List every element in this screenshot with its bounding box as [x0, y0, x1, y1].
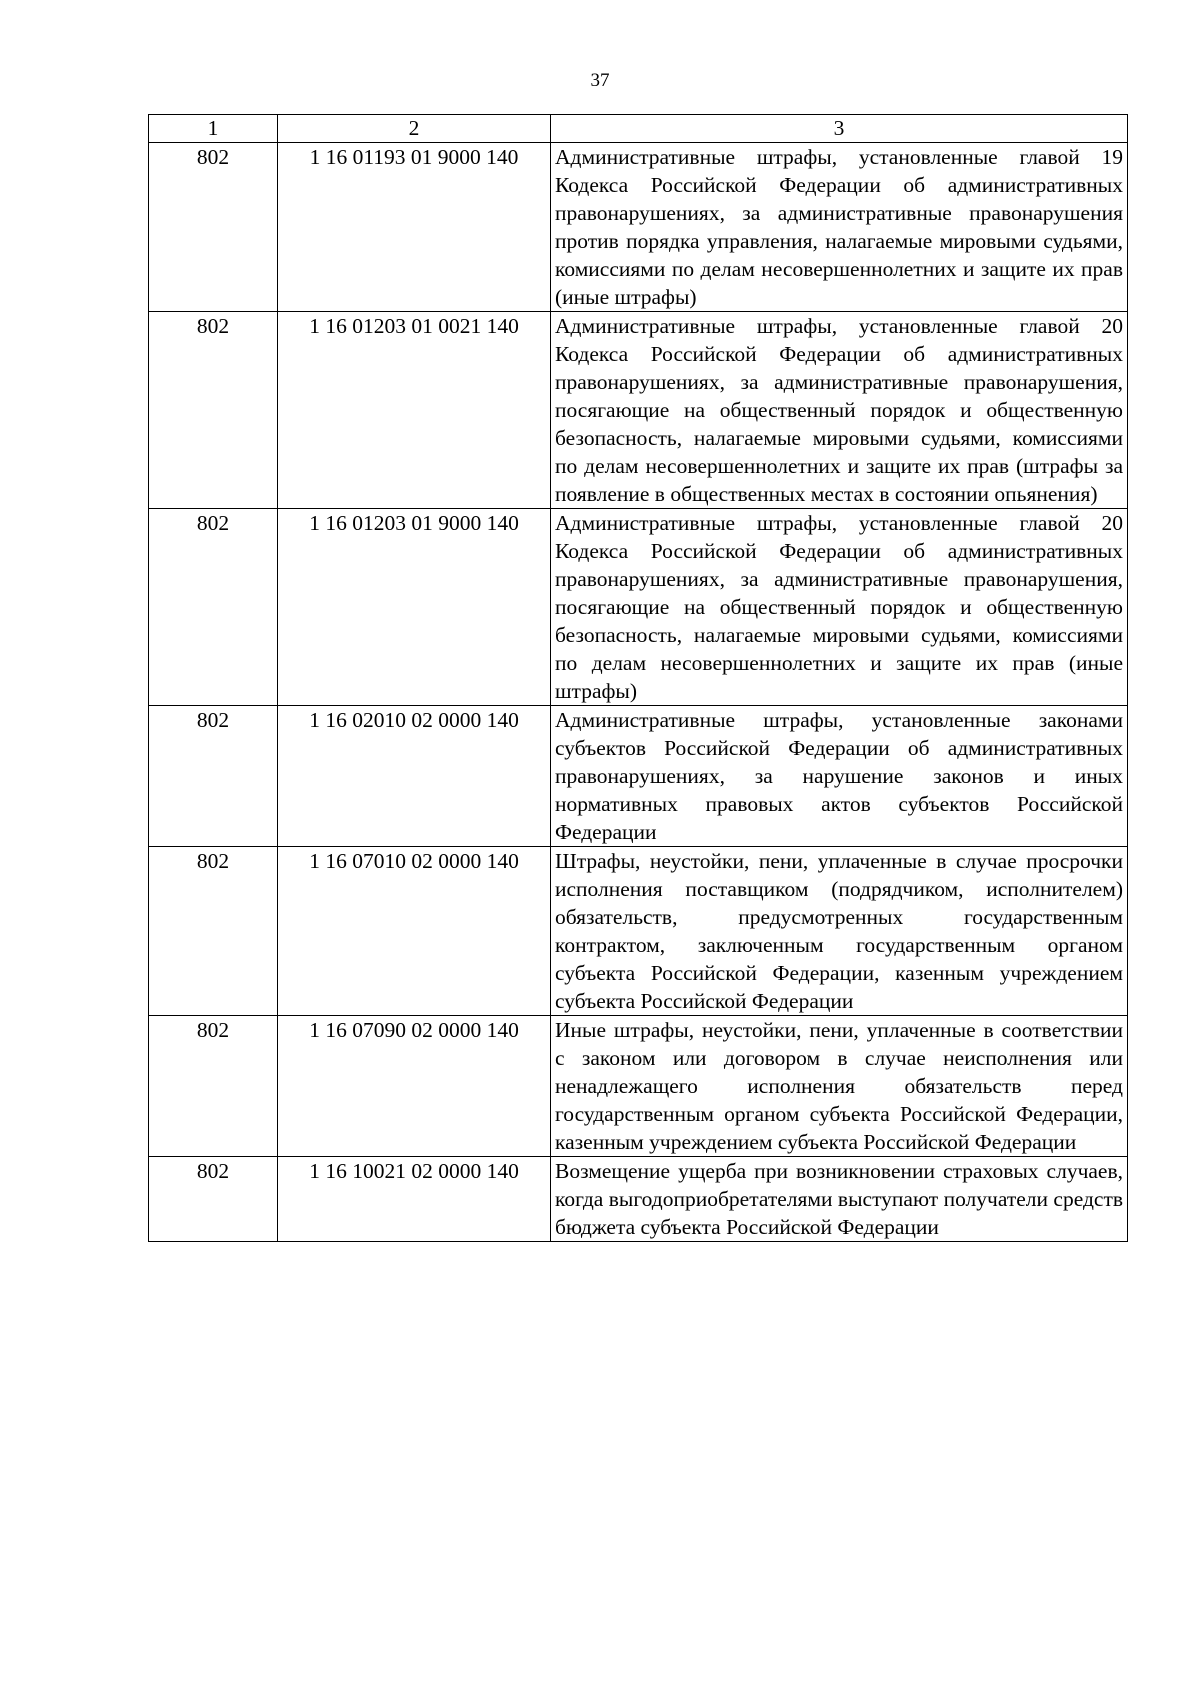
revenue-codes-table	[148, 114, 1128, 1242]
revenue-code-cell: 1 16 01193 01 9000 140	[278, 143, 551, 312]
table-row	[149, 1016, 1128, 1157]
page-number: 37	[590, 70, 610, 91]
table-row	[149, 706, 1128, 847]
revenue-name-cell: Административные штрафы, установленные главой 20 Кодекса Российской Федерации об административных правонарушениях, за административные правонарушения, посягающие на общественный порядок и общественную безопасность, налагаемые мировыми судьями, комиссиями по делам несовершеннолетних и защите их прав (иные штрафы)	[551, 509, 1128, 706]
admin-code-cell: 802	[149, 509, 278, 706]
table-row	[149, 847, 1128, 1016]
table-header-row	[149, 115, 1128, 143]
revenue-name-cell: Штрафы, неустойки, пени, уплаченные в случае просрочки исполнения поставщиком (подрядчиком, исполнителем) обязательств, предусмотренных государственным контрактом, заключенным государственным органом субъекта Российской Федерации, казенным учреждением субъекта Российской Федерации	[551, 847, 1128, 1016]
column-header-1: 1	[149, 115, 278, 143]
admin-code-cell: 802	[149, 847, 278, 1016]
revenue-name-cell: Административные штрафы, установленные главой 19 Кодекса Российской Федерации об административных правонарушениях, за административные правонарушения против порядка управления, налагаемые мировыми судьями, комиссиями по делам несовершеннолетних и защите их прав (иные штрафы)	[551, 143, 1128, 312]
revenue-code-cell: 1 16 07090 02 0000 140	[278, 1016, 551, 1157]
admin-code-cell: 802	[149, 706, 278, 847]
admin-code-cell: 802	[149, 1016, 278, 1157]
table-row	[149, 509, 1128, 706]
revenue-code-cell: 1 16 01203 01 0021 140	[278, 312, 551, 509]
revenue-code-cell: 1 16 07010 02 0000 140	[278, 847, 551, 1016]
admin-code-cell: 802	[149, 312, 278, 509]
table-row	[149, 312, 1128, 509]
table-row	[149, 1157, 1128, 1242]
revenue-name-cell: Возмещение ущерба при возникновении страховых случаев, когда выгодоприобретателями выступают получатели средств бюджета субъекта Российской Федерации	[551, 1157, 1128, 1242]
revenue-code-cell: 1 16 02010 02 0000 140	[278, 706, 551, 847]
column-header-3: 3	[551, 115, 1128, 143]
admin-code-cell: 802	[149, 143, 278, 312]
admin-code-cell: 802	[149, 1157, 278, 1242]
revenue-name-cell: Административные штрафы, установленные законами субъектов Российской Федерации об административных правонарушениях, за нарушение законов и иных нормативных правовых актов субъектов Российской Федерации	[551, 706, 1128, 847]
revenue-code-cell: 1 16 10021 02 0000 140	[278, 1157, 551, 1242]
revenue-name-cell: Иные штрафы, неустойки, пени, уплаченные в соответствии с законом или договором в случае неисполнения или ненадлежащего исполнения обязательств перед государственным органом субъекта Российской Федерации, казенным учреждением субъекта Российской Федерации	[551, 1016, 1128, 1157]
revenue-code-cell: 1 16 01203 01 9000 140	[278, 509, 551, 706]
column-header-2: 2	[278, 115, 551, 143]
table-row	[149, 143, 1128, 312]
revenue-name-cell: Административные штрафы, установленные главой 20 Кодекса Российской Федерации об административных правонарушениях, за административные правонарушения, посягающие на общественный порядок и общественную безопасность, налагаемые мировыми судьями, комиссиями по делам несовершеннолетних и защите их прав (штрафы за появление в общественных местах в состоянии опьянения)	[551, 312, 1128, 509]
